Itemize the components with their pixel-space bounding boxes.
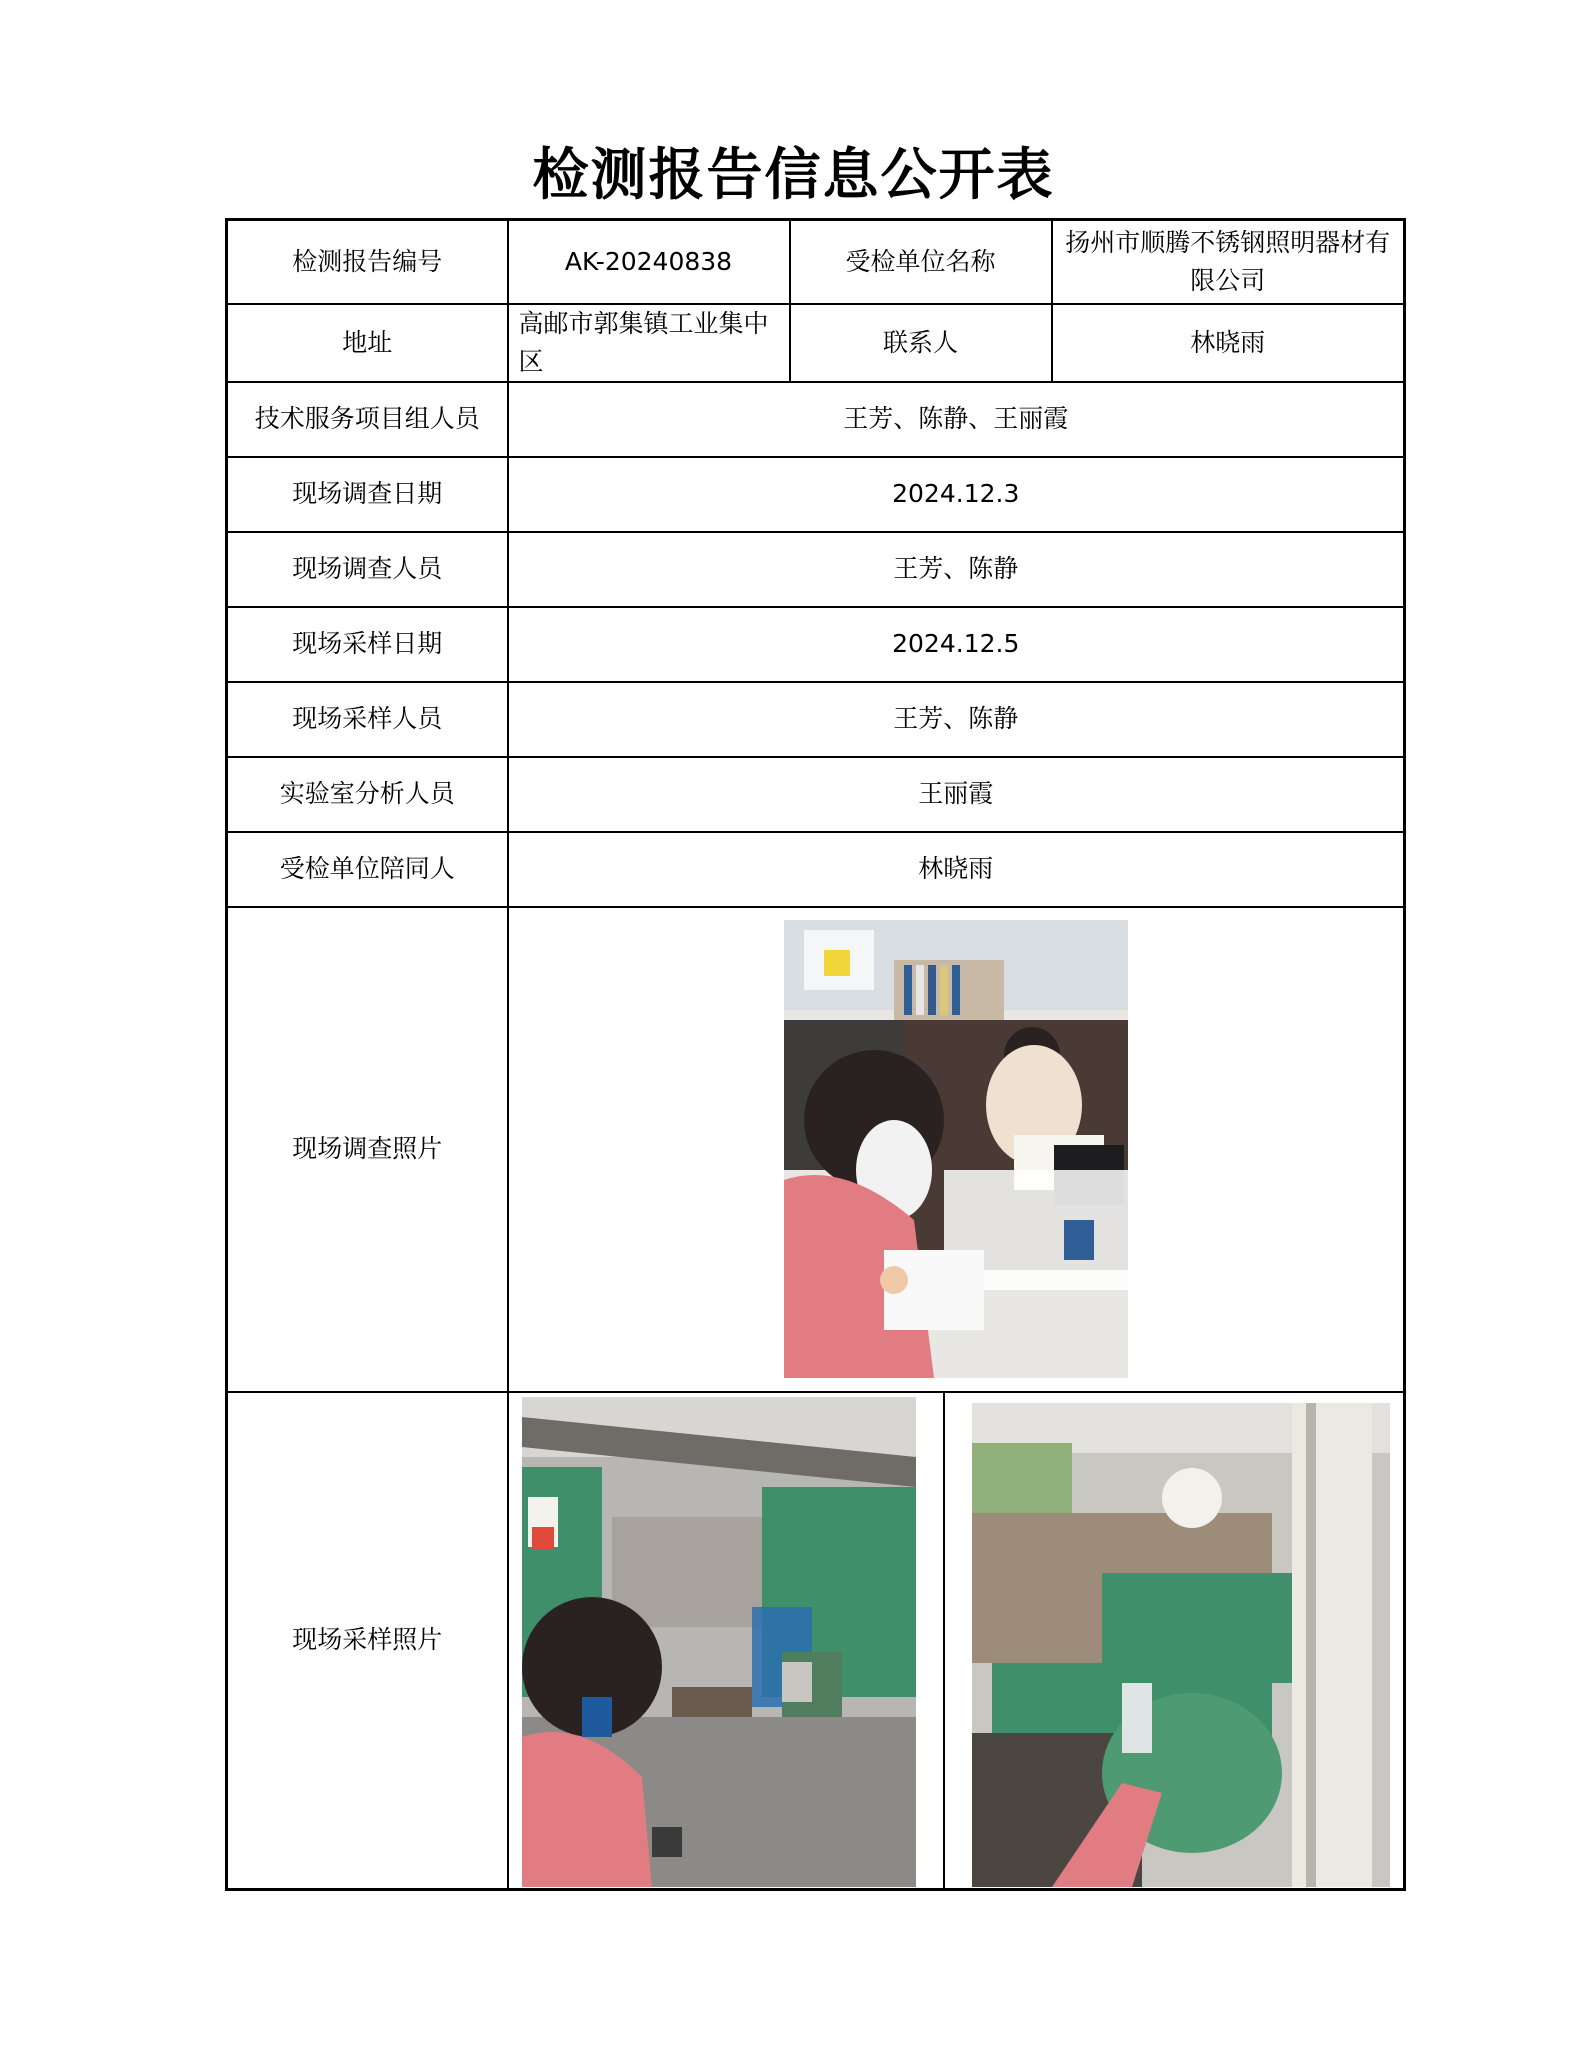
sample-date-value: 2024.12.5 (508, 607, 1405, 682)
sample-staff-label: 现场采样人员 (227, 682, 508, 757)
report-no-label: 检测报告编号 (227, 220, 508, 304)
escort-label: 受检单位陪同人 (227, 832, 508, 907)
report-no-value: AK-20240838 (508, 220, 790, 304)
contact-label: 联系人 (790, 304, 1052, 382)
sample-staff-value: 王芳、陈静 (508, 682, 1405, 757)
survey-date-value: 2024.12.3 (508, 457, 1405, 532)
sample-photo-label: 现场采样照片 (227, 1392, 508, 1890)
sample-photo-divider (943, 1393, 945, 1889)
report-table (225, 218, 1406, 1891)
lab-staff-label: 实验室分析人员 (227, 757, 508, 832)
survey-staff-label: 现场调查人员 (227, 532, 508, 607)
unit-name-value: 扬州市顺腾不锈钢照明器材有限公司 (1052, 220, 1405, 304)
survey-photo (784, 920, 1128, 1378)
survey-date-label: 现场调查日期 (227, 457, 508, 532)
team-label: 技术服务项目组人员 (227, 382, 508, 457)
survey-staff-value: 王芳、陈静 (508, 532, 1405, 607)
page-title: 检测报告信息公开表 (532, 143, 1055, 208)
escort-value: 林晓雨 (508, 832, 1405, 907)
address-label: 地址 (227, 304, 508, 382)
sample-photo-1 (522, 1397, 916, 1887)
team-value: 王芳、陈静、王丽霞 (508, 382, 1405, 457)
sample-date-label: 现场采样日期 (227, 607, 508, 682)
address-value: 高邮市郭集镇工业集中区 (508, 304, 790, 382)
unit-name-label: 受检单位名称 (790, 220, 1052, 304)
sample-photo-2 (972, 1403, 1390, 1887)
lab-staff-value: 王丽霞 (508, 757, 1405, 832)
contact-value: 林晓雨 (1052, 304, 1405, 382)
survey-photo-label: 现场调查照片 (227, 907, 508, 1392)
